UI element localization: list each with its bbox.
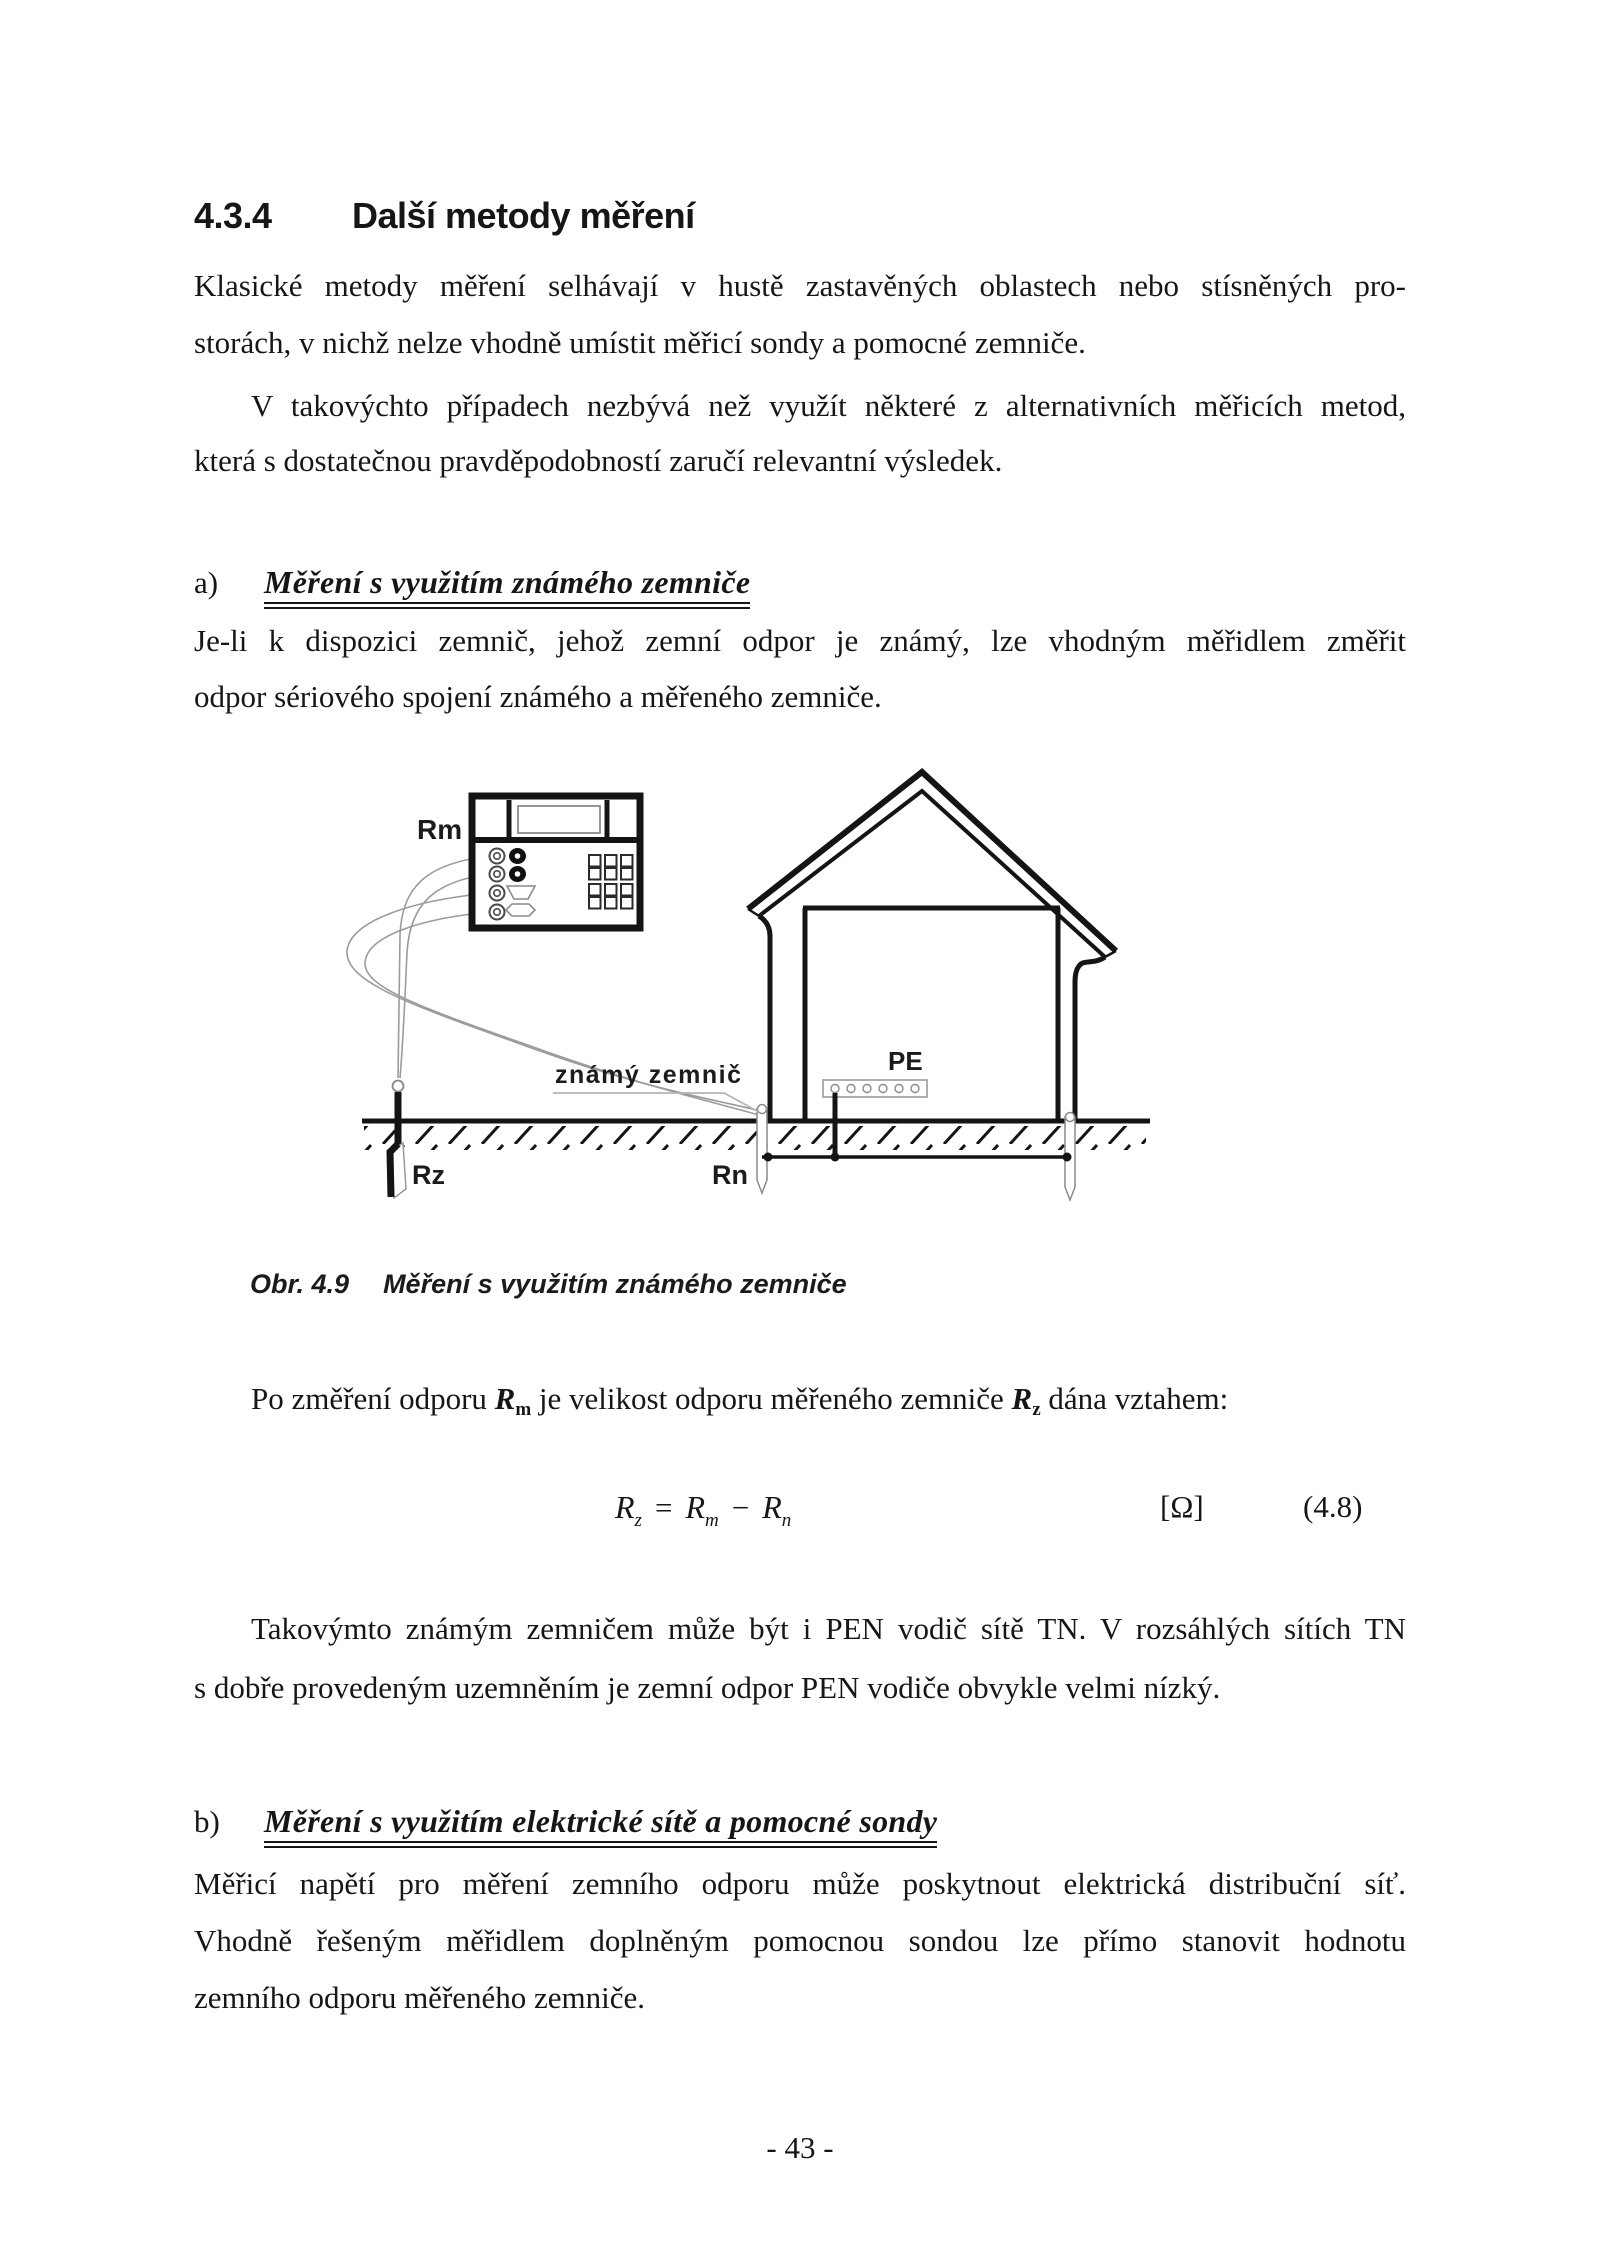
paragraph-line: Vhodně řešeným měřidlem doplněným pomocnou sondou lze přímo stanovit hodnotu: [194, 1923, 1406, 1958]
label-pe: PE: [888, 1046, 923, 1076]
roof-inner: [759, 791, 1105, 957]
page-number: - 43 -: [766, 2130, 834, 2165]
equation-unit: [Ω]: [1160, 1489, 1204, 1524]
subsection-a: [194, 566, 750, 604]
subsection-b-title: Měření s využitím elektrické sítě a pomocné sondy: [264, 1805, 937, 1843]
wall-left-outer: [759, 916, 770, 1121]
paragraph-line: která s dostatečnou pravděpodobností zaručí relevantní výsledek.: [194, 443, 1003, 478]
subsection-b: [194, 1805, 937, 1843]
rz-wire-terminal: [393, 1081, 404, 1092]
equation-number: (4.8): [1303, 1489, 1363, 1524]
paragraph-line: odpor sériového spojení známého a měřeného zemniče.: [194, 679, 882, 714]
wall-right-outer: [1075, 957, 1105, 1121]
ground-hatching: [364, 1126, 1146, 1150]
subsection-a-marker: a): [194, 565, 219, 600]
label-rn: Rn: [712, 1160, 748, 1190]
rn-electrode: [757, 1105, 767, 1194]
symbol-rm-subscript: m: [515, 1399, 532, 1420]
house: [748, 772, 1116, 1121]
ground-line: [362, 1121, 1150, 1150]
label-known-earth: známý zemnič: [555, 1061, 743, 1089]
buried-earth-conductor: [762, 1153, 1072, 1162]
section-heading: [194, 195, 695, 236]
section-number: 4.3.4: [194, 195, 272, 236]
earth-tester-device: [472, 796, 640, 928]
symbol-rz-subscript: z: [1032, 1399, 1041, 1420]
paragraph-line: Klasické metody měření selhávají v hustě zastavěných oblastech nebo stísněných pro-: [194, 268, 1406, 303]
known-earth-leader-line: [553, 1093, 759, 1112]
symbol-rm: R: [494, 1381, 516, 1416]
paragraph-line: V takovýchto případech nezbývá než využít některé z alternativních měřicích metod,: [251, 388, 1406, 423]
figure-caption-number: Obr. 4.9: [250, 1269, 350, 1299]
subsection-a-title: Měření s využitím známého zemniče: [264, 566, 750, 604]
paragraph-line: [194, 1383, 1406, 1419]
symbol-rz: R: [1011, 1381, 1033, 1416]
device-hexagon-button: [506, 904, 535, 916]
paragraph-text: Po změření odporu: [251, 1381, 495, 1416]
figure-measurement-schematic: [250, 760, 1200, 1240]
figure-caption: [250, 1271, 847, 1298]
paragraph-line: zemního odporu měřeného zemniče.: [194, 1980, 646, 2015]
paragraph-line: storách, v nichž nelze vhodně umístit měřicí sondy a pomocné zemniče.: [194, 325, 1086, 360]
paragraph-line: Je-li k dispozici zemnič, jehož zemní odpor je známý, lze vhodným měřidlem změřit: [194, 623, 1406, 658]
paragraph-line: s dobře provedeným uzemněním je zemní odpor PEN vodiče obvykle velmi nízký.: [194, 1670, 1221, 1705]
paragraph-text: je velikost odporu měřeného zemniče: [531, 1381, 1012, 1416]
subsection-b-marker: b): [194, 1804, 220, 1839]
figure-caption-text: Měření s využitím známého zemniče: [383, 1269, 847, 1299]
equation-formula: Rz = Rm − Rn: [615, 1489, 792, 1531]
label-rz: Rz: [412, 1160, 445, 1190]
paragraph-text: dána vztahem:: [1040, 1381, 1229, 1416]
paragraph-line: Takovýmto známým zemničem může být i PEN vodič sítě TN. V rozsáhlých sítích TN: [251, 1611, 1406, 1646]
section-title-text: Další metody měření: [352, 195, 695, 236]
paragraph-line: Měřicí napětí pro měření zemního odporu může poskytnout elektrická distribuční síť.: [194, 1866, 1406, 1901]
label-rm: Rm: [417, 814, 463, 845]
